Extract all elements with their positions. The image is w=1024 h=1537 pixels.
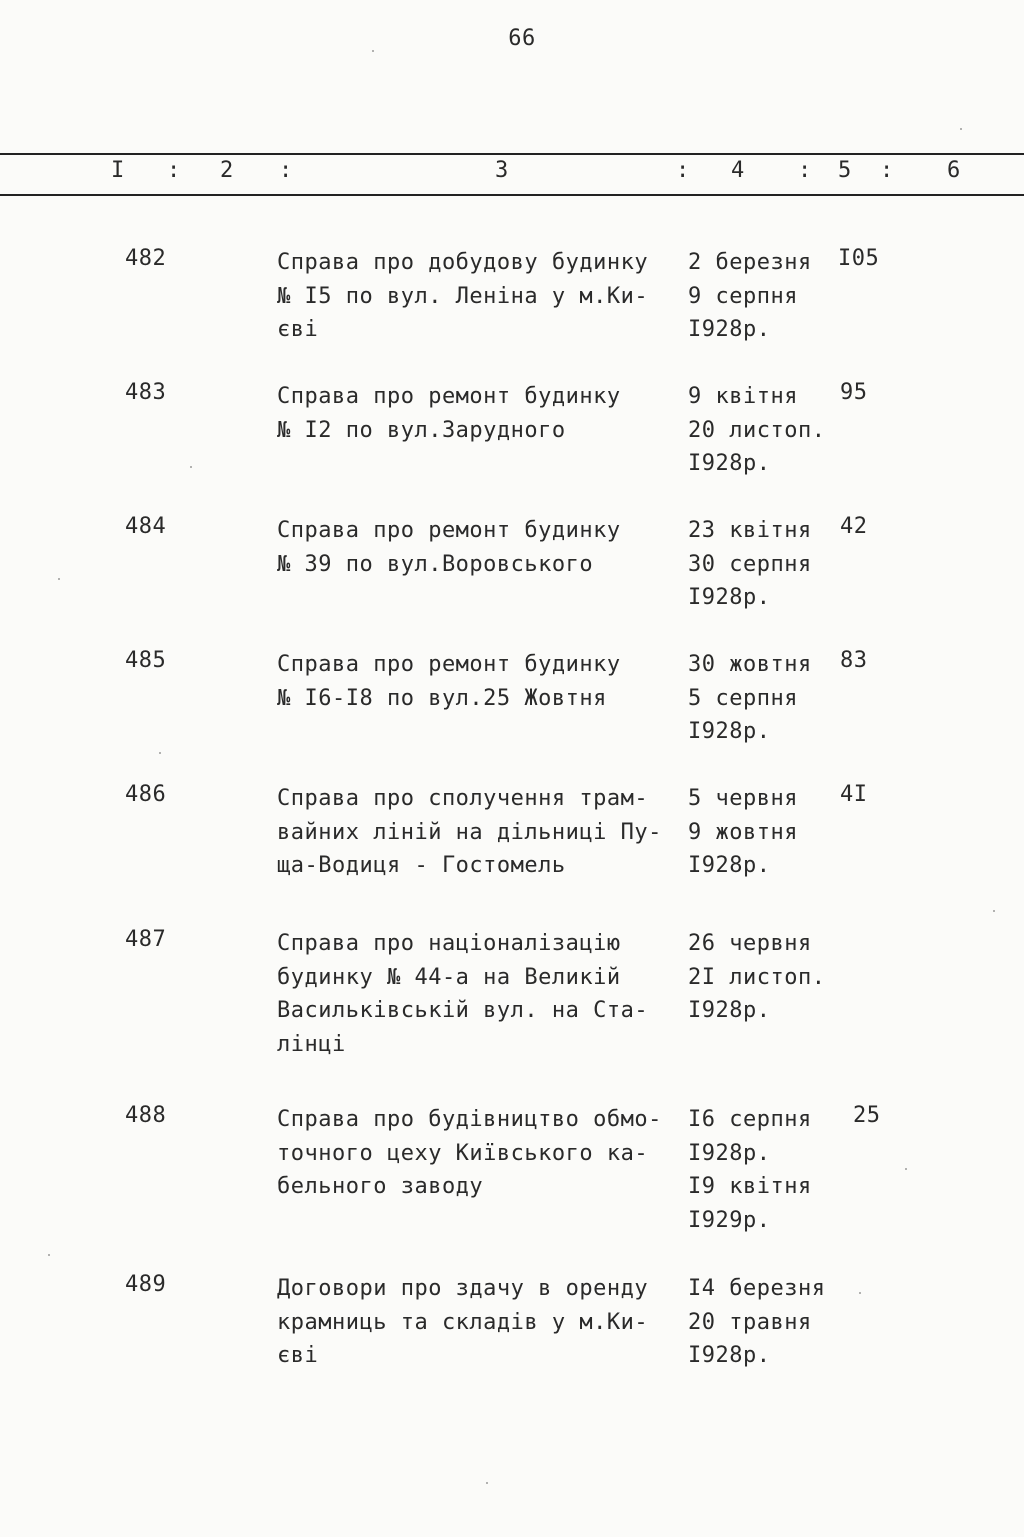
column-header-row <box>0 158 1024 190</box>
entry-title-line: № I5 по вул. Леніна у м.Ки- <box>277 283 649 309</box>
entry-title <box>277 380 677 447</box>
entry-sheet-count: 42 <box>840 514 868 539</box>
entry-date-line: 9 серпня <box>688 283 798 309</box>
entry-number: 483 <box>125 380 167 405</box>
entry-title-line: будинку № 44-а на Великій <box>277 964 621 990</box>
entry-title <box>277 648 677 715</box>
entry-title-line: вайних ліній на дільниці Пу- <box>277 819 662 845</box>
entry-date-line: I928р. <box>688 451 771 476</box>
entry-date-line: 26 червня <box>688 931 812 956</box>
entry-sheet-count: 4I <box>840 782 868 807</box>
scan-speck <box>859 1292 861 1294</box>
entry-date-line: I9 квітня <box>688 1174 812 1199</box>
column-header-3: 3 <box>495 158 509 183</box>
entry-number: 482 <box>125 246 167 271</box>
entry-title-line: лінці <box>277 1031 346 1057</box>
entry-date-line: 5 червня <box>688 786 798 811</box>
entry-date-line: 30 жовтня <box>688 652 812 677</box>
header-bottom-rule <box>0 194 1024 196</box>
column-header-4: 4 <box>731 158 745 183</box>
entry-sheet-count: 95 <box>840 380 868 405</box>
entry-date-line: I928р. <box>688 853 771 878</box>
header-top-rule <box>0 153 1024 155</box>
entry-date-line: 23 квітня <box>688 518 812 543</box>
entry-date-line: 30 серпня <box>688 551 812 577</box>
entry-title-line: Васильківській вул. на Ста- <box>277 998 649 1023</box>
entry-dates <box>688 514 838 615</box>
page-number: 66 <box>508 26 536 51</box>
entry-number: 485 <box>125 648 167 673</box>
scan-speck <box>159 752 161 754</box>
entry-title-line: Справа про ремонт будинку <box>277 518 621 543</box>
entry-date-line: 2I листоп. <box>688 964 826 990</box>
scan-speck <box>372 50 374 52</box>
entry-date-line: I928р. <box>688 719 771 744</box>
entry-title-line: крамниць та складів у м.Ки- <box>277 1309 649 1335</box>
entry-number: 489 <box>125 1272 167 1297</box>
entry-dates <box>688 1272 838 1373</box>
entry-title-line: ща-Водиця - Гостомель <box>277 853 566 878</box>
entry-sheet-count: 25 <box>853 1103 881 1128</box>
entry-date-line: 20 листоп. <box>688 417 826 443</box>
entry-title-line: бельного заводу <box>277 1174 484 1199</box>
entry-title-line: Справа про сполучення трам- <box>277 786 649 811</box>
entry-title <box>277 1272 677 1373</box>
entry-title-line: Справа про добудову будинку <box>277 250 649 275</box>
entry-dates <box>688 648 838 749</box>
entry-title-line: єві <box>277 1343 319 1368</box>
entry-sheet-count: 83 <box>840 648 868 673</box>
entry-title-line: точного цеху Київського ка- <box>277 1140 649 1166</box>
entry-title-line: єві <box>277 317 319 342</box>
entry-date-line: I6 серпня <box>688 1107 812 1132</box>
entry-date-line: I929р. <box>688 1207 771 1233</box>
entry-title-line: № I2 по вул.Зарудного <box>277 417 566 443</box>
entry-dates <box>688 1103 838 1237</box>
scan-speck <box>993 910 995 912</box>
column-separator: : <box>798 158 812 183</box>
entry-number: 486 <box>125 782 167 807</box>
entry-dates <box>688 380 838 481</box>
scan-speck <box>58 578 60 580</box>
entry-title <box>277 927 677 1061</box>
column-separator: : <box>676 158 690 183</box>
entry-date-line: I928р. <box>688 317 771 342</box>
scan-speck <box>960 128 962 130</box>
entry-number: 484 <box>125 514 167 539</box>
entry-title-line: № 39 по вул.Воровського <box>277 551 594 577</box>
column-separator: : <box>880 158 894 183</box>
scan-speck <box>905 1168 907 1170</box>
entry-title-line: Справа про будівництво обмо- <box>277 1107 662 1132</box>
entry-title <box>277 514 677 581</box>
entry-date-line: I928р. <box>688 585 771 610</box>
entry-title-line: № I6-I8 по вул.25 Жовтня <box>277 685 607 711</box>
column-separator: : <box>279 158 293 183</box>
entry-title <box>277 782 677 883</box>
entry-title <box>277 246 677 347</box>
entry-dates <box>688 246 838 347</box>
entry-title-line: Справа про ремонт будинку <box>277 384 621 409</box>
entry-date-line: I928р. <box>688 1140 771 1166</box>
entry-number: 487 <box>125 927 167 952</box>
entry-dates <box>688 782 838 883</box>
scan-speck <box>486 1482 488 1484</box>
entry-date-line: I928р. <box>688 998 771 1023</box>
column-separator: : <box>167 158 181 183</box>
entry-date-line: I928р. <box>688 1343 771 1368</box>
entry-title <box>277 1103 677 1204</box>
entry-number: 488 <box>125 1103 167 1128</box>
entry-title-line: Справа про націоналізацію <box>277 931 621 956</box>
column-header-1: I <box>111 158 125 183</box>
scan-speck <box>48 1254 50 1256</box>
entry-title-line: Справа про ремонт будинку <box>277 652 621 677</box>
entry-date-line: I4 березня <box>688 1276 826 1301</box>
entry-date-line: 9 жовтня <box>688 819 798 845</box>
entry-date-line: 5 серпня <box>688 685 798 711</box>
entry-sheet-count: I05 <box>838 246 880 271</box>
entry-date-line: 2 березня <box>688 250 812 275</box>
scan-speck <box>190 466 192 468</box>
entry-dates <box>688 927 838 1028</box>
entry-date-line: 9 квітня <box>688 384 798 409</box>
column-header-2: 2 <box>220 158 234 183</box>
entry-title-line: Договори про здачу в оренду <box>277 1276 649 1301</box>
column-header-5: 5 <box>838 158 852 183</box>
entry-date-line: 20 травня <box>688 1309 812 1335</box>
column-header-6: 6 <box>947 158 961 183</box>
